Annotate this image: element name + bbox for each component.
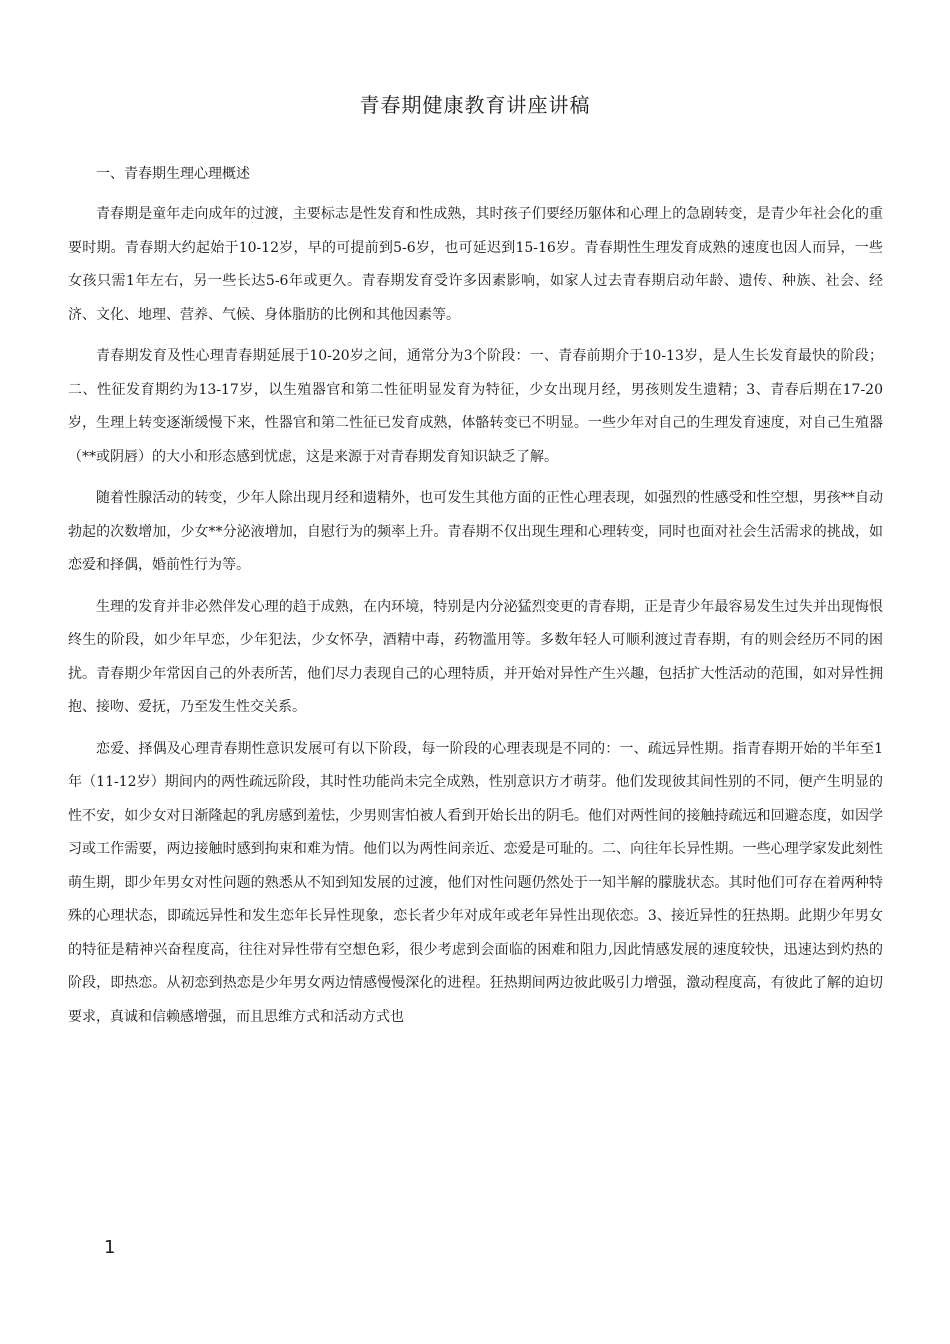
paragraph-4: 生理的发育并非必然伴发心理的趋于成熟，在内环境，特别是内分泌猛烈变更的青春期，正是青少年最容易发生过失并出现悔恨终生的阶段，如少年早恋，少年犯法，少女怀孕，酒精中毒，药物滥用等。多数年轻人可顺利渡过青春期，有的则会经历不同的困扰。青春期少年常因自己的外表所苦，他们尽力表现自己的心理特质，并开始对异性产生兴趣，包括扩大性活动的范围，如对异性拥抱、接吻、爱抚，乃至发生性交关系。 — [68, 598, 883, 715]
paragraph-1: 青春期是童年走向成年的过渡，主要标志是性发育和性成熟，其时孩子们要经历躯体和心理上的急剧转变，是青少年社会化的重要时期。青春期大约起始于10-12岁，早的可提前到5-6岁，也可延迟到15-16岁。青春期性生理发育成熟的速度也因人而异，一些女孩只需1年左右，另一些长达5-6年或更久。青春期发育受许多因素影响，如家人过去青春期启动年龄、遗传、种族、社会、经济、文化、地理、营养、气候、身体脂肪的比例和其他因素等。 — [68, 206, 883, 323]
paragraph-2: 青春期发育及性心理青春期延展于10-20岁之间，通常分为3个阶段：一、青春前期介于10-13岁，是人生长发育最快的阶段；二、性征发育期约为13-17岁，以生殖器官和第二性征明显发育为特征，少女出现月经，男孩则发生遗精；3、青春后期在17-20岁，生理上转变逐渐缓慢下来，性器官和第二性征已发育成熟，体骼转变已不明显。一些少年对自己的生理发育速度，对自己生殖器（**或阴唇）的大小和形态感到忧虑，这是来源于对青春期发育知识缺乏了解。 — [68, 348, 883, 465]
page-number: 1 — [104, 1237, 116, 1258]
section-heading: 一、青春期生理心理概述 — [96, 166, 250, 182]
paragraph-5: 恋爱、择偶及心理青春期性意识发展可有以下阶段，每一阶段的心理表现是不同的：一、疏远异性期。指青春期开始的半年至1年（11-12岁）期间内的两性疏远阶段，其时性功能尚未完全成熟，性别意识方才萌芽。他们发现彼其间性别的不同，便产生明显的性不安，如少女对日渐隆起的乳房感到羞怯，少男则害怕被人看到开始长出的阴毛。他们对两性间的接触持疏远和回避态度，如因学习或工作需要，两边接触时感到拘束和难为情。他们以为两性间亲近、恋爱是可耻的。二、向往年长异性期。一些心理学家发此刻性萌生期，即少年男女对性问题的熟悉从不知到知发展的过渡，他们对性问题仍然处于一知半解的朦胧状态。其时他们可存在着两种特殊的心理状态，即疏远异性和发生恋年长异性现象，恋长者少年对成年或老年异性出现依恋。3、接近异性的狂热期。此期少年男女的特征是精神兴奋程度高，往往对异性带有空想色彩，很少考虑到会面临的困难和阻力,因此情感发展的速度较快，迅速达到灼热的阶段，即热恋。从初恋到热恋是少年男女两边情感慢慢深化的进程。狂热期间两边彼此吸引力增强，激动程度高，有彼此了解的迫切要求，真诚和信赖感增强，而且思维方式和活动方式也 — [68, 740, 883, 1025]
document-body — [68, 158, 883, 1042]
document-title: 青春期健康教育讲座讲稿 — [359, 93, 591, 117]
paragraph-3: 随着性腺活动的转变，少年人除出现月经和遗精外，也可发生其他方面的正性心理表现，如强烈的性感受和性空想，男孩**自动勃起的次数增加，少女**分泌液增加，自慰行为的频率上升。青春期不仅出现生理和心理转变，同时也面对社会生活需求的挑战，如恋爱和择偶，婚前性行为等。 — [68, 490, 883, 573]
